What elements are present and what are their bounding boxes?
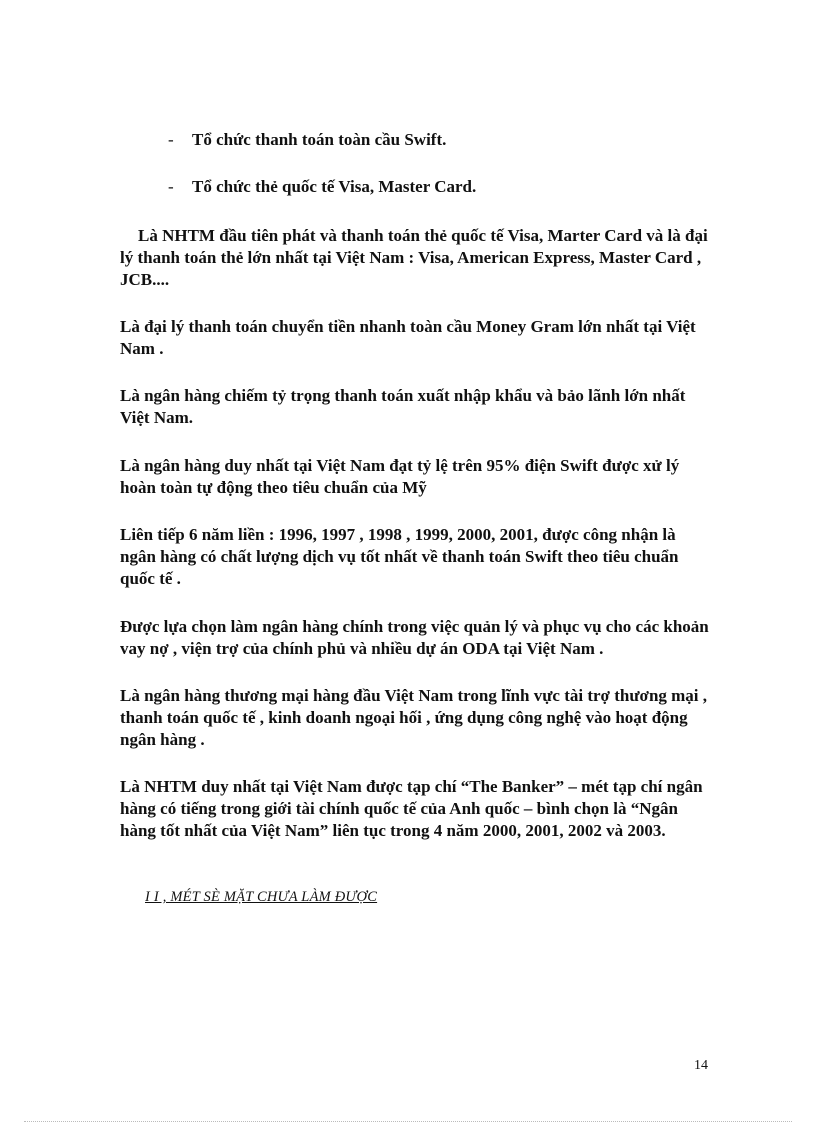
bullet-text: Tổ chức thẻ quốc tế Visa, Master Card. (192, 177, 477, 196)
paragraph: Được lựa chọn làm ngân hàng chính trong việc quản lý và phục vụ cho các khoản vay nợ , viện trợ của chính phủ và nhiều dự án ODA tại Việt Nam . (120, 617, 709, 658)
paragraph: Là NHTM duy nhất tại Việt Nam được tạp chí “The Banker” – mét tạp chí ngân hàng có tiếng trong giới tài chính quốc tế của Anh quốc – bình chọn là “Ngân hàng tốt nhất của Việt Nam” liên tục trong 4 năm 2000, 2001, 2002 và 2003. (120, 777, 703, 840)
page-number: 14 (694, 1058, 708, 1073)
paragraph: Là đại lý thanh toán chuyển tiền nhanh toàn cầu Money Gram lớn nhất tại Việt Nam . (120, 317, 696, 358)
paragraph: Là NHTM đầu tiên phát và thanh toán thẻ quốc tế Visa, Marter Card và là đại lý thanh toán thẻ lớn nhất tại Việt Nam : Visa, American Express, Master Card , JCB.... (120, 226, 708, 289)
section-heading: I I , MÉT SÈ MẶT CHƯA LÀM ĐƯỢC (145, 889, 378, 905)
page-bottom-divider (24, 1121, 792, 1122)
bullet-item (168, 129, 728, 151)
bullet-item (168, 176, 728, 198)
bullet-text: Tổ chức thanh toán toàn cầu Swift. (192, 130, 447, 149)
bullet-marker: - (168, 130, 174, 149)
bullet-marker: - (168, 177, 174, 196)
paragraph: Là ngân hàng chiếm tỷ trọng thanh toán xuất nhập khẩu và bảo lãnh lớn nhất Việt Nam. (120, 386, 686, 427)
paragraph: Là ngân hàng duy nhất tại Việt Nam đạt tỷ lệ trên 95% điện Swift được xử lý hoàn toàn tự động theo tiêu chuẩn của Mỹ (120, 456, 680, 497)
paragraph: Liên tiếp 6 năm liền : 1996, 1997 , 1998 , 1999, 2000, 2001, được công nhận là ngân hàng có chất lượng dịch vụ tốt nhất về thanh toán Swift theo tiêu chuẩn quốc tế . (120, 525, 679, 588)
paragraph: Là ngân hàng thương mại hàng đầu Việt Nam trong lĩnh vực tài trợ thương mại , thanh toán quốc tế , kinh doanh ngoại hối , ứng dụng công nghệ vào hoạt động ngân hàng . (120, 686, 708, 749)
